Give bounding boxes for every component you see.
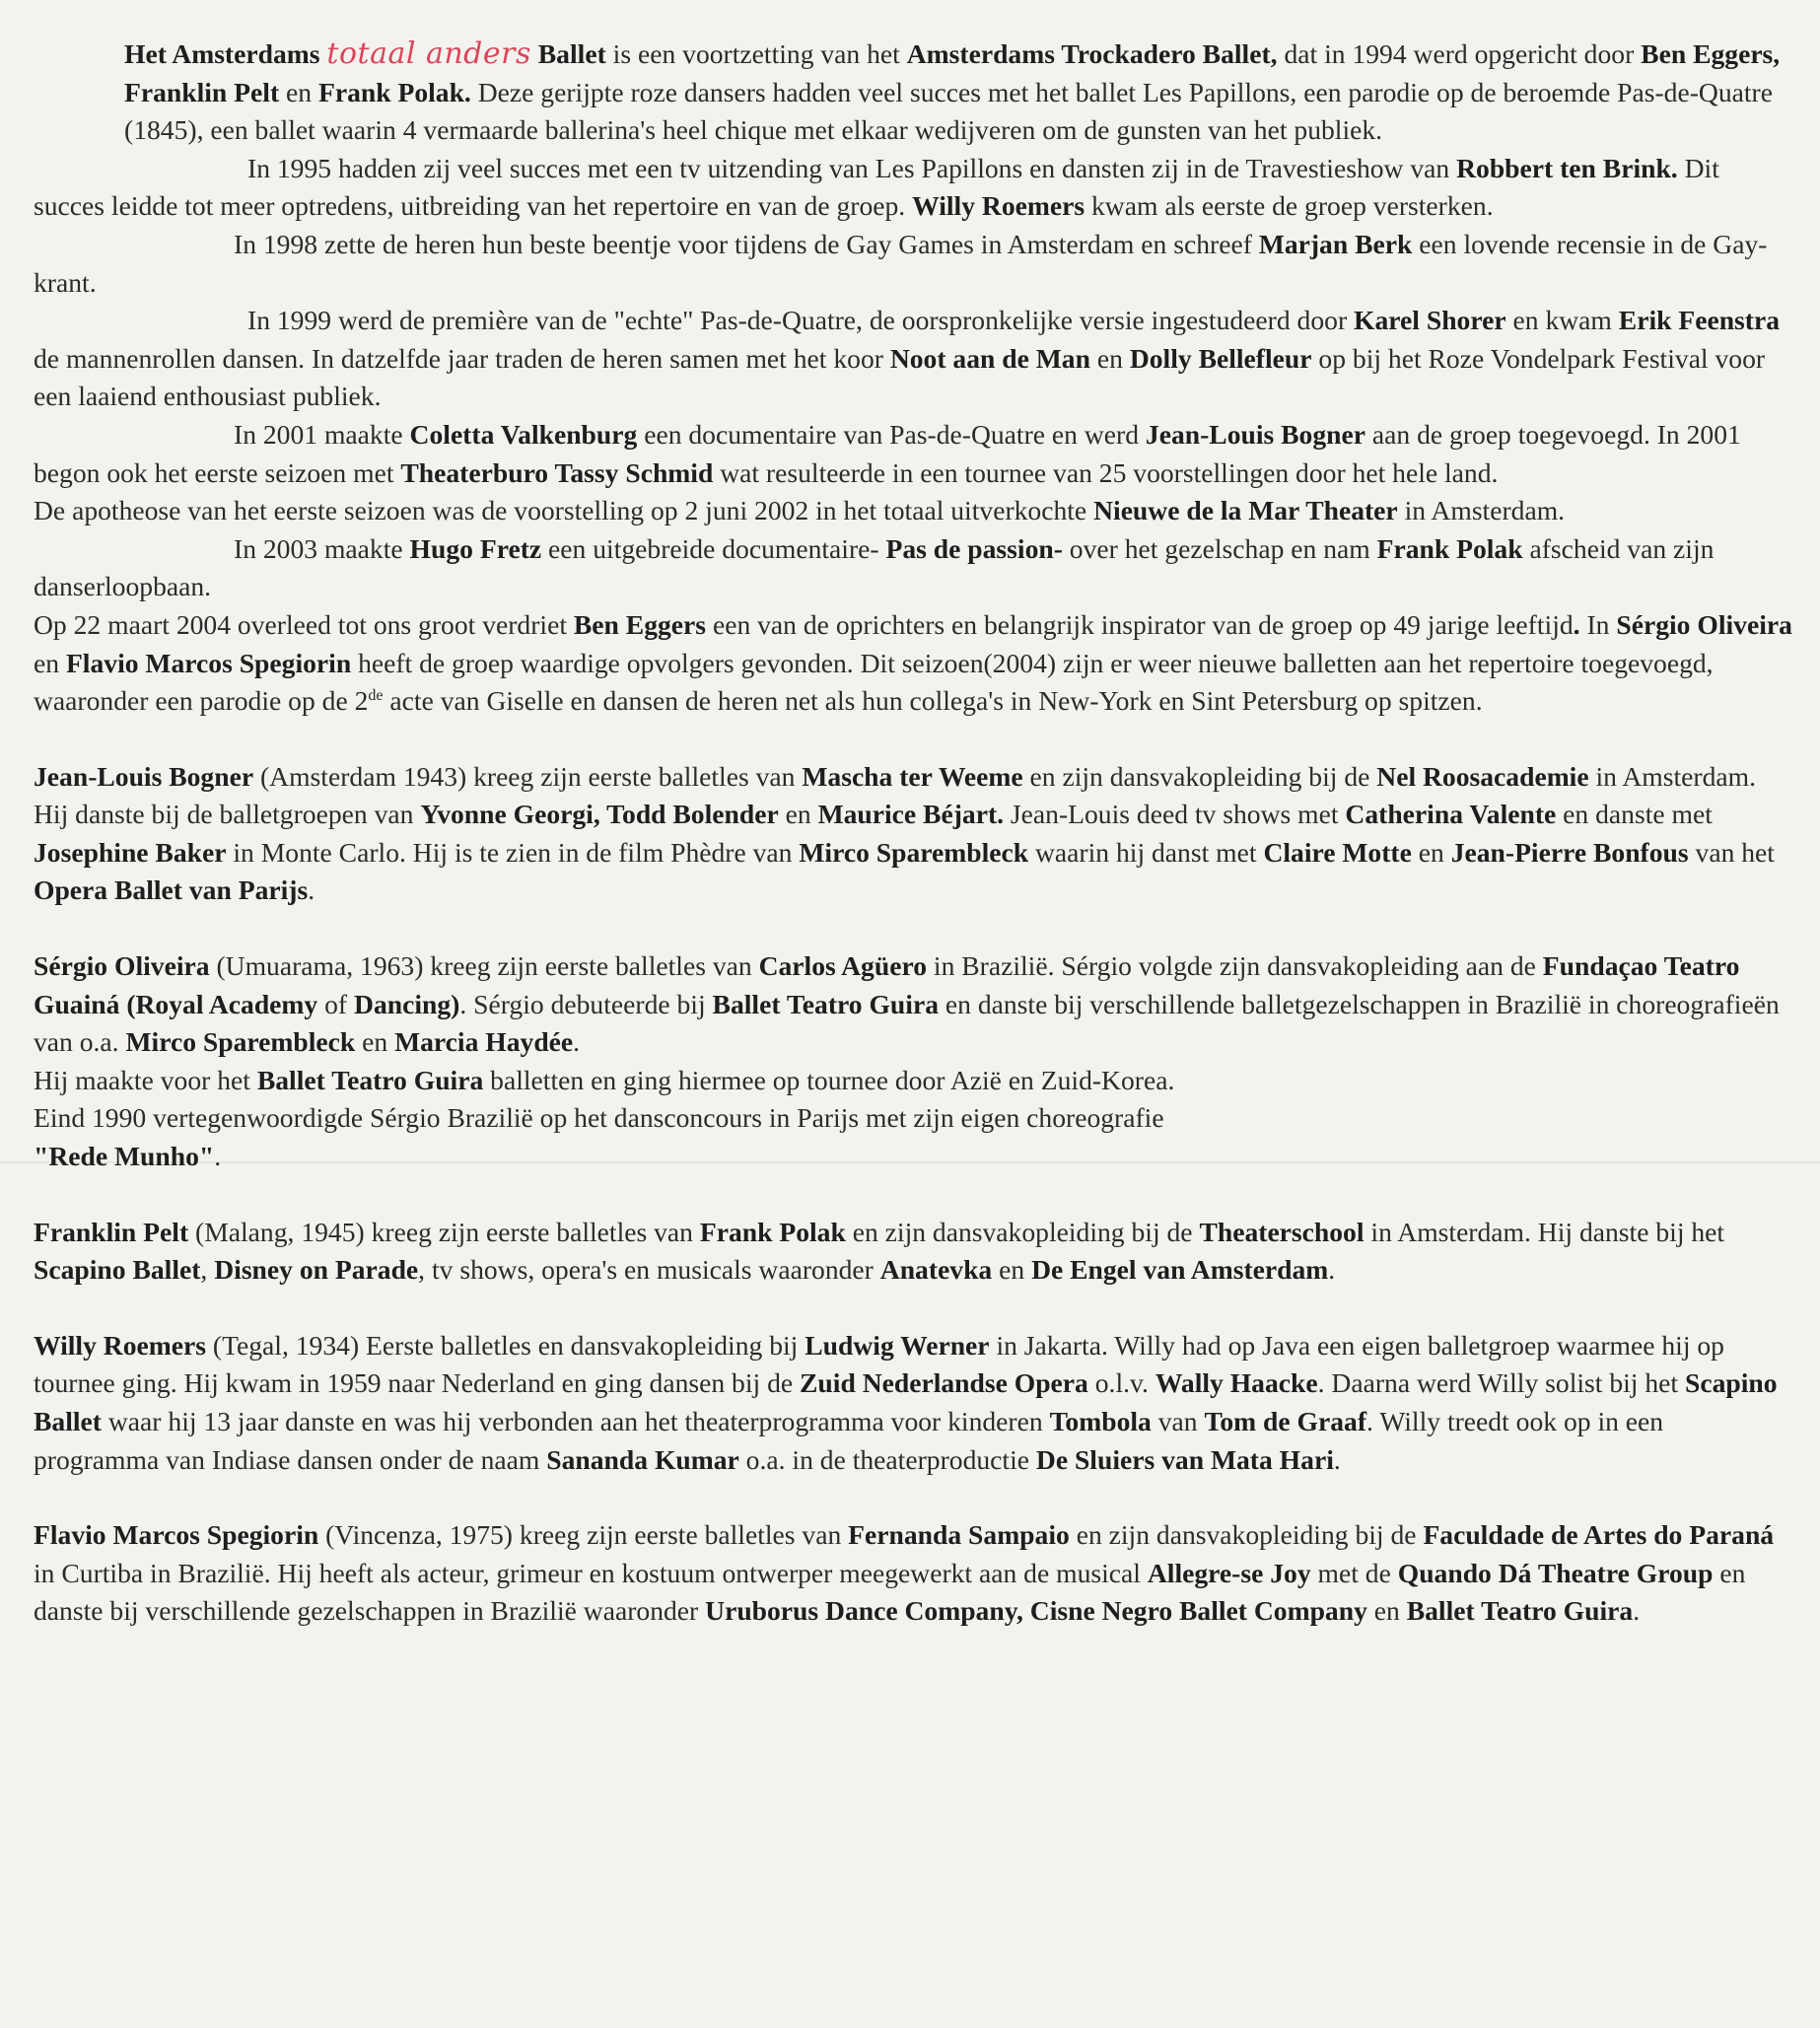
- bio-flavio-marcos-spegiorin: Flavio Marcos Spegiorin (Vincenza, 1975) kreeg zijn eerste balletles van Fernanda Sampaio en zijn dansvakopleiding bij de Faculdade de Artes do Paraná in Curtiba in Brazilië. Hij heeft als acteur, grimeur en kostuum ontwerper meegewerkt aan de musical Allegre-se Joy met de Quando Dá Theatre Group en danste bij verschillende gezelschappen in Brazilië waaronder Uruborus Dance Company, Cisne Negro Ballet Company en Ballet Teatro Guira.: [34, 1519, 1775, 1627]
- bio-franklin-pelt: Franklin Pelt (Malang, 1945) kreeg zijn eerste balletles van Frank Polak en zijn dansvakopleiding bij de Theaterschool in Amsterdam. Hij danste bij het Scapino Ballet, Disney on Parade, tv shows, opera's en musicals waaronder Anatevka en De Engel van Amsterdam.: [34, 1216, 1725, 1286]
- bio-jean-louis-bogner: Jean-Louis Bogner (Amsterdam 1943) kreeg zijn eerste balletles van Mascha ter Weeme en zijn dansvakopleiding bij de Nel Roosacademie in Amsterdam. Hij danste bij de balletgroepen van Yvonne Georgi, Todd Bolender en Maurice Béjart. Jean-Louis deed tv shows met Catherina Valente en danste met Josephine Baker in Monte Carlo. Hij is te zien in de film Phèdre van Mirco Sparembleck waarin hij danst met Claire Motte en Jean-Pierre Bonfous van het Opera Ballet van Parijs.: [34, 760, 1775, 906]
- history-2002-paragraph: De apotheose van het eerste seizoen was de voorstelling op 2 juni 2002 in het totaal uitverkochte Nieuwe de la Mar Theater in Amsterdam.: [34, 495, 1566, 526]
- history-1999-paragraph: In 1999 werd de première van de "echte" Pas-de-Quatre, de oorspronkelijke versie ingestudeerd door Karel Shorer en kwam Erik Feenstra de mannenrollen dansen. In datzelfde jaar traden de heren samen met het koor Noot aan de Man en Dolly Bellefleur op bij het Roze Vondelpark Festival voor een laaiend enthousiast publiek.: [34, 305, 1781, 412]
- history-2001-paragraph: In 2001 maakte Coletta Valkenburg een documentaire van Pas-de-Quatre en werd Jean-Louis Bogner aan de groep toegevoegd. In 2001 begon ook het eerste seizoen met Theaterburo Tassy Schmid wat resulteerde in een tournee van 25 voorstellingen door het hele land.: [34, 418, 1741, 488]
- intro-paragraph: Het Amsterdams totaal anders Ballet is een voortzetting van het Amsterdams Trockadero Ballet, dat in 1994 werd opgericht door Ben Eggers, Franklin Pelt en Frank Polak. Deze gerijpte roze dansers hadden veel succes met het ballet Les Papillons, een parodie op de beroemde Pas-de-Quatre (1845), een ballet waarin 4 vermaarde ballerina's heel chique met elkaar wedijveren om de gunsten van het publiek.: [124, 36, 1781, 146]
- history-1998-paragraph: In 1998 zette de heren hun beste beentje voor tijdens de Gay Games in Amsterdam en schreef Marjan Berk een lovende recensie in de Gay-krant.: [34, 228, 1768, 298]
- company-name-script: totaal anders: [326, 36, 531, 71]
- bio-sergio-oliveira: Sérgio Oliveira (Umuarama, 1963) kreeg zijn eerste balletles van Carlos Agüero in Brazilië. Sérgio volgde zijn dansvakopleiding aan de Fundaçao Teatro Guainá (Royal Academy of Dancing). Sérgio debuteerde bij Ballet Teatro Guira en danste bij verschillende balletgezelschappen in Brazilië in choreografieën van o.a. Mirco Sparembleck en Marcia Haydée.: [34, 950, 1780, 1058]
- paper-fold-line: [0, 1161, 1820, 1163]
- bio-sergio-oliveira-line4: "Rede Munho".: [34, 1141, 222, 1172]
- history-2003-paragraph: In 2003 maakte Hugo Fretz een uitgebreide documentaire- Pas de passion- over het gezelschap en nam Frank Polak afscheid van zijn danserloopbaan.: [34, 532, 1715, 602]
- history-1995-paragraph: In 1995 hadden zij veel succes met een tv uitzending van Les Papillons en dansten zij in de Travestieshow van Robbert ten Brink. Dit succes leidde tot meer optredens, uitbreiding van het repertoire en van de groep. Willy Roemers kwam als eerste de groep versterken.: [34, 152, 1719, 222]
- history-2004-paragraph: Op 22 maart 2004 overleed tot ons groot verdriet Ben Eggers een van de oprichters en belangrijk inspirator van de groep op 49 jarige leeftijd. In Sérgio Oliveira en Flavio Marcos Spegiorin heeft de groep waardige opvolgers gevonden. Dit seizoen(2004) zijn er weer nieuwe balletten aan het repertoire toegevoegd, waaronder een parodie op de 2de acte van Giselle en dansen de heren net als hun collega's in New-York en Sint Petersburg op spitzen.: [34, 608, 1792, 717]
- bio-willy-roemers: Willy Roemers (Tegal, 1934) Eerste balletles en dansvakopleiding bij Ludwig Werner in Jakarta. Willy had op Java een eigen balletgroep waarmee hij op tournee ging. Hij kwam in 1959 naar Nederland en ging dansen bij de Zuid Nederlandse Opera o.l.v. Wally Haacke. Daarna werd Willy solist bij het Scapino Ballet waar hij 13 jaar danste en was hij verbonden aan het theaterprogramma voor kinderen Tombola van Tom de Graaf. Willy treedt ook op in een programma van Indiase dansen onder de naam Sananda Kumar o.a. in de theaterproductie De Sluiers van Mata Hari.: [34, 1329, 1778, 1475]
- bio-sergio-oliveira-line3: Eind 1990 vertegenwoordigde Sérgio Brazilië op het dansconcours in Parijs met zijn eigen choreografie: [34, 1102, 1164, 1134]
- bio-sergio-oliveira-line2: Hij maakte voor het Ballet Teatro Guira balletten en ging hiermee op tournee door Azië en Zuid-Korea.: [34, 1064, 1175, 1095]
